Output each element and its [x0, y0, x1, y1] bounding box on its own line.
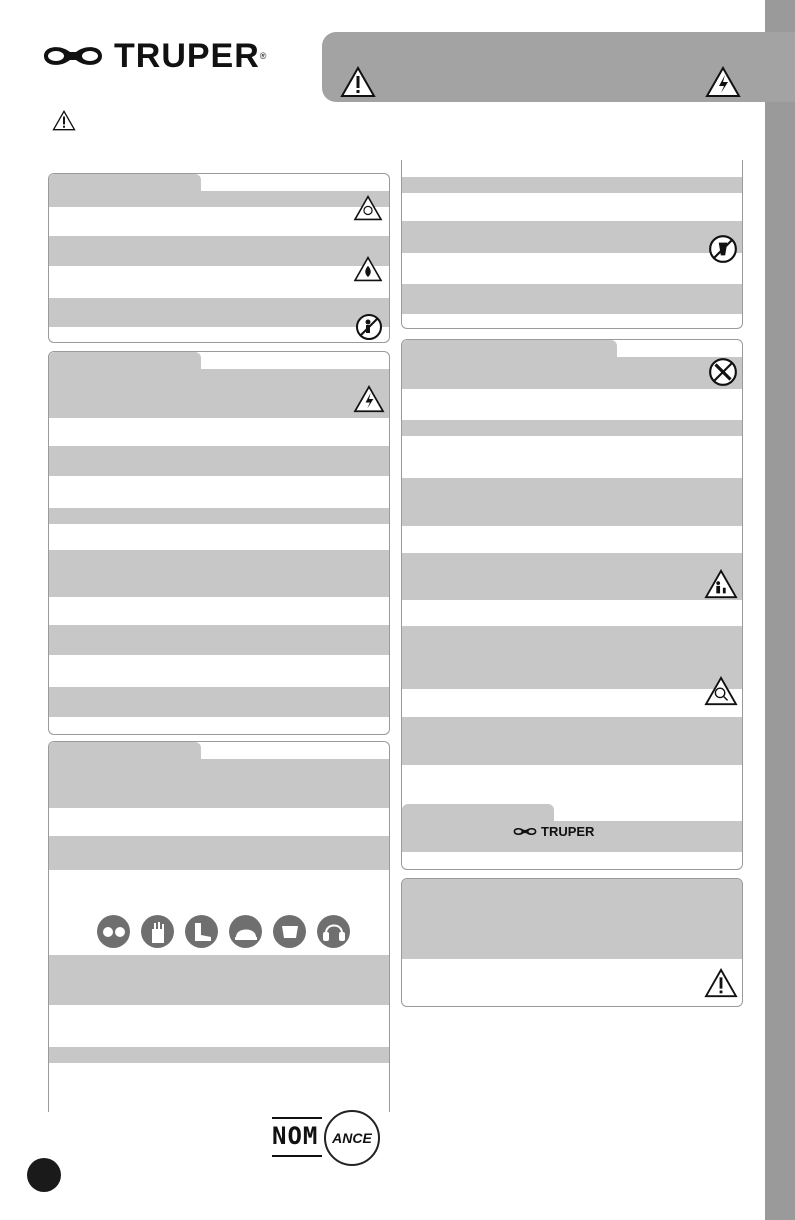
- service-brand-name: TRUPER: [541, 824, 595, 839]
- helmet-icon: [229, 915, 262, 948]
- no-water-icon: [708, 234, 738, 264]
- header-notch: [372, 0, 765, 28]
- page-marker: [27, 1158, 61, 1192]
- section-warning: [401, 878, 743, 1007]
- fire-hazard-icon: [353, 256, 383, 282]
- side-tab: [765, 0, 795, 1220]
- warning-triangle-icon: [52, 110, 76, 131]
- section-electrical-continued: [401, 160, 743, 329]
- electric-shock-icon: [353, 385, 385, 413]
- ance-seal: ANCE: [324, 1110, 380, 1166]
- keep-children-away-icon: [355, 313, 383, 341]
- section-tool-use-care: [401, 339, 743, 870]
- safety-goggles-icon: [97, 915, 130, 948]
- face-mask-icon: [273, 915, 306, 948]
- electric-shock-icon: [705, 66, 741, 98]
- nom-mark: NOM: [272, 1122, 319, 1150]
- eye-protection-icon: [353, 195, 383, 221]
- no-repair-icon: [708, 357, 738, 387]
- brand-name: TRUPER: [114, 36, 260, 75]
- truper-logo-icon: [40, 42, 106, 70]
- service-brand-logo: [512, 824, 594, 839]
- ear-protection-icon: [317, 915, 350, 948]
- ppe-pictograms: [97, 915, 350, 948]
- section-work-area: [48, 173, 390, 343]
- truper-logo-icon: [512, 826, 538, 837]
- brand-logo: [40, 38, 290, 74]
- inspect-icon: [704, 676, 738, 706]
- registered-mark: ®: [259, 51, 267, 61]
- section-electrical-safety: [48, 351, 390, 735]
- child-supervision-icon: [704, 569, 738, 599]
- safety-boots-icon: [185, 915, 218, 948]
- warning-triangle-icon: [704, 968, 738, 998]
- gloves-icon: [141, 915, 174, 948]
- warning-triangle-icon: [340, 66, 376, 98]
